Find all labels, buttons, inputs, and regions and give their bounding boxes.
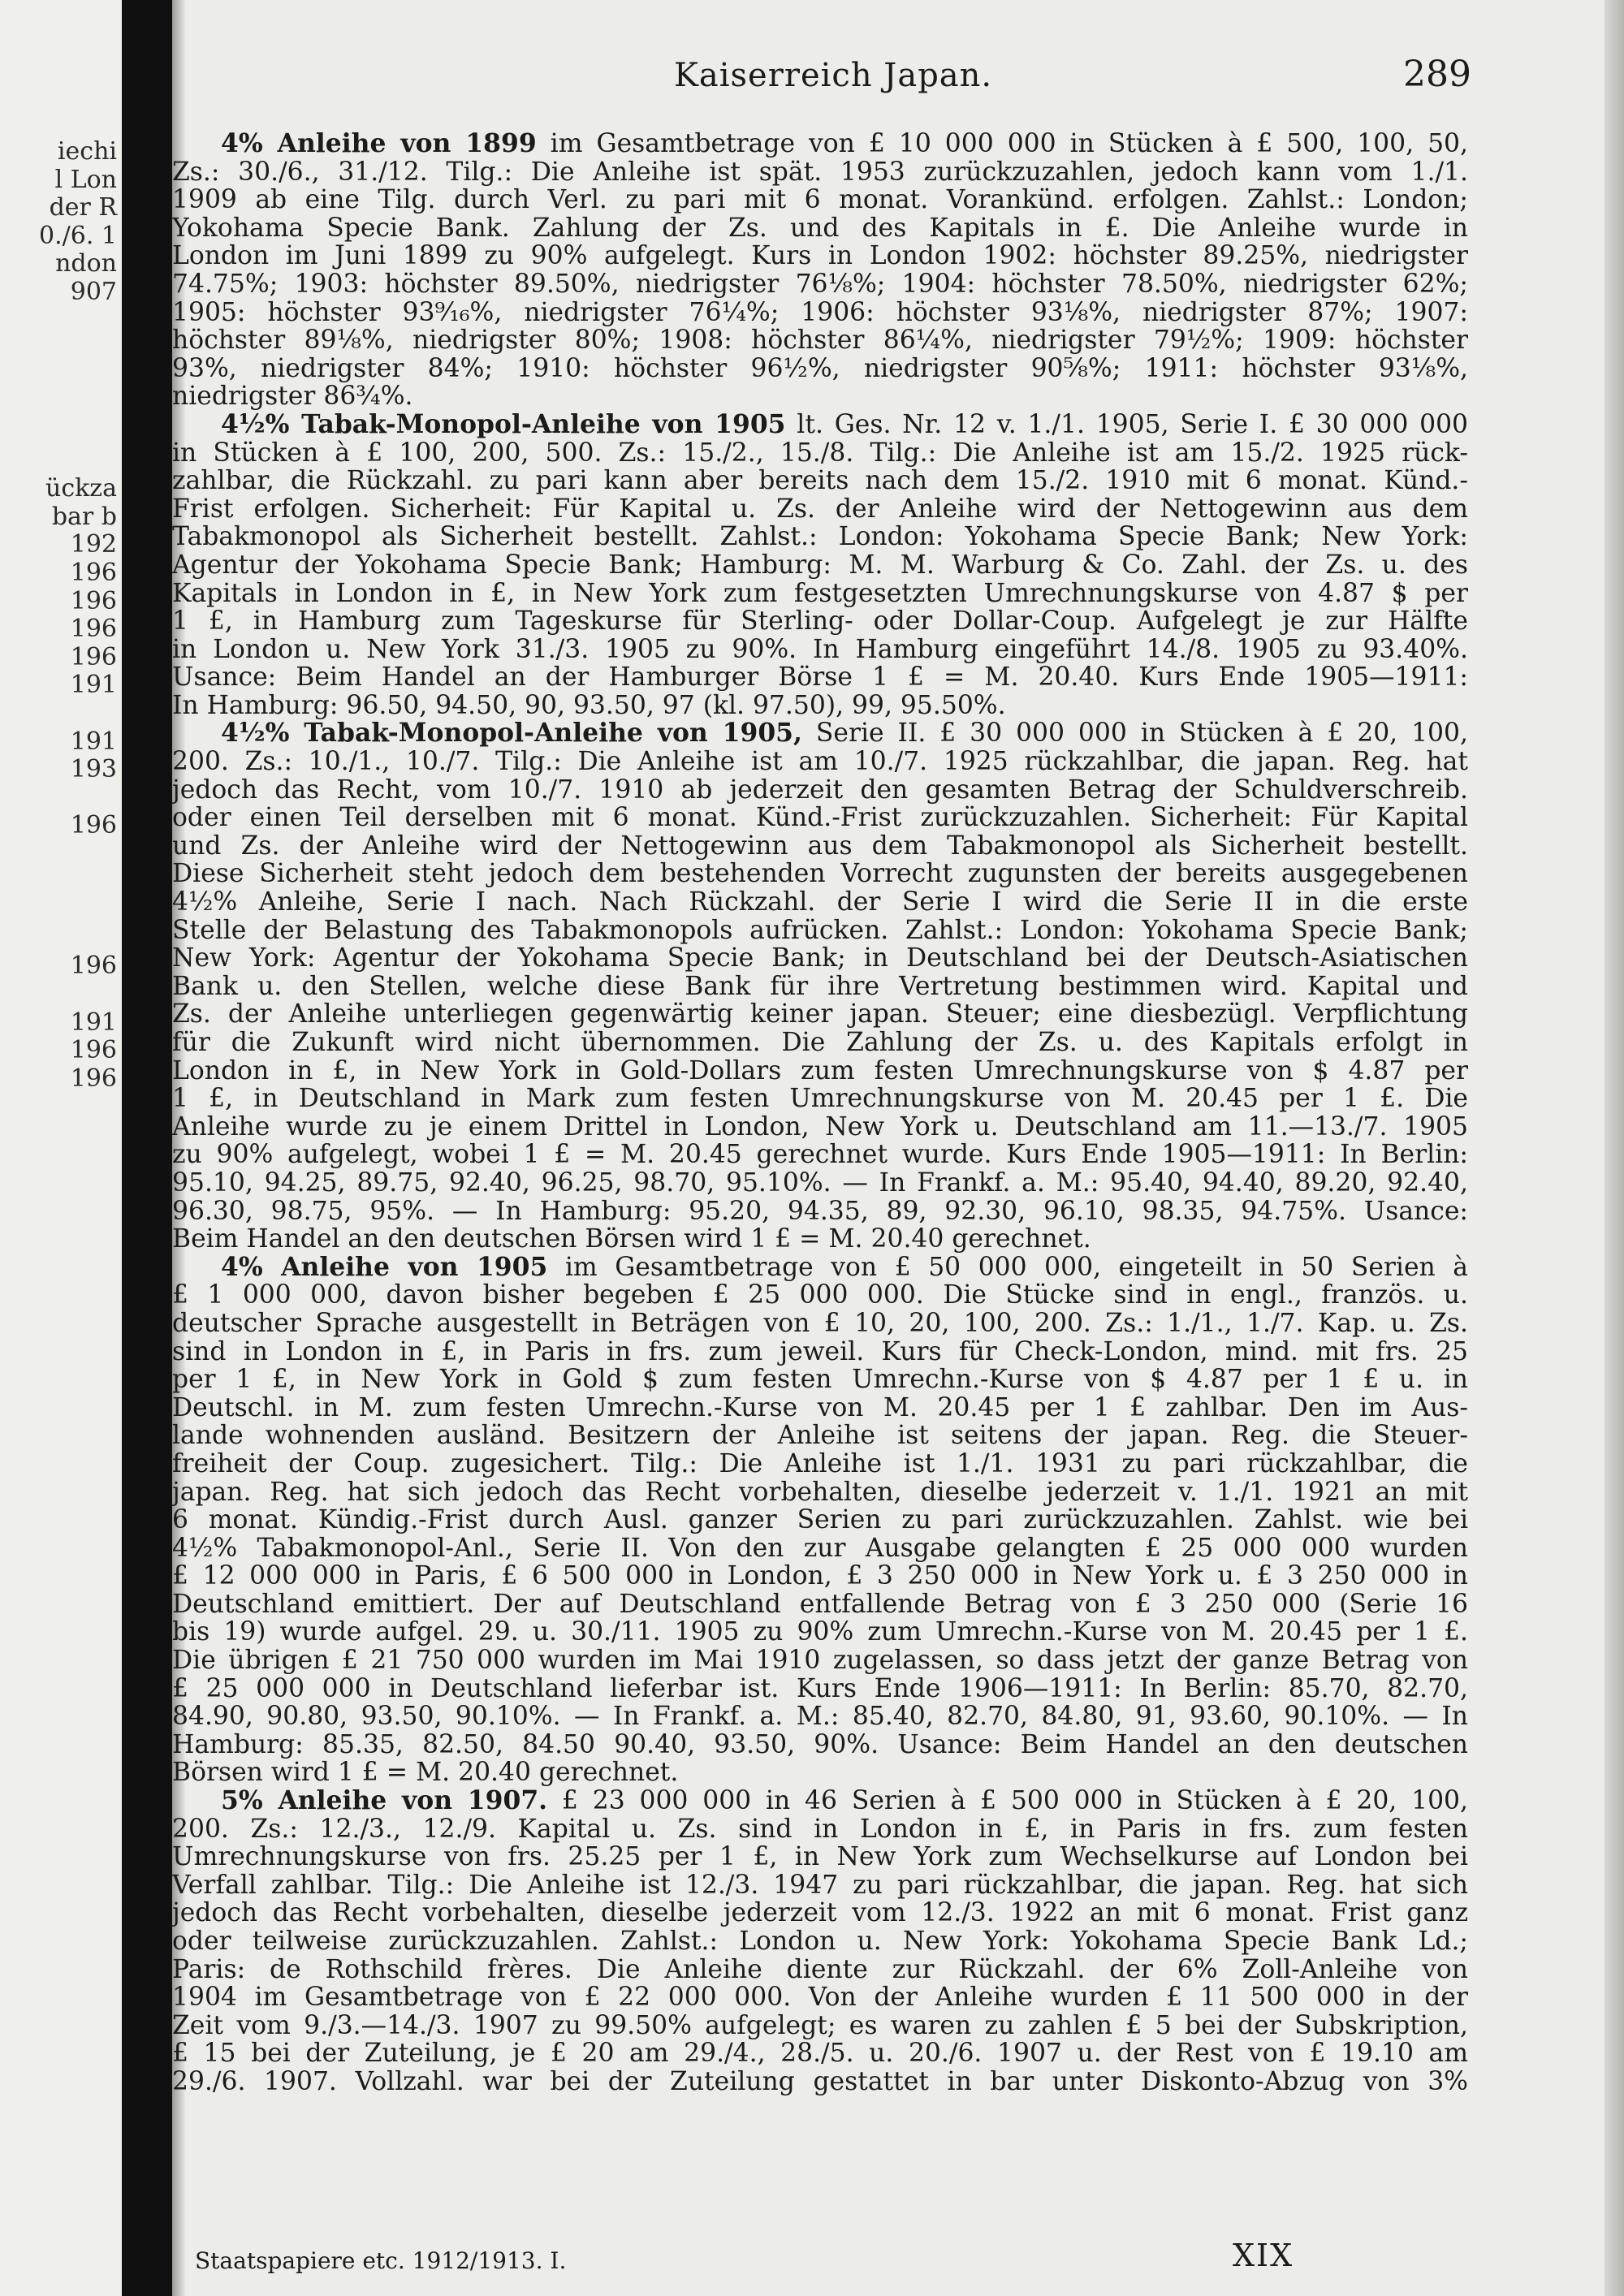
text-line: Hamburg: 85.35, 82.50, 84.50 90.40, 93.50, 90%. Usance: Beim Handel an den deutschen xyxy=(172,1730,1468,1759)
text-line: 200. Zs.: 12./3., 12./9. Kapital u. Zs. sind in London in £, in Paris in frs. zum festen xyxy=(172,1815,1468,1844)
text-line: höchster 89⅛%, niedrigster 80%; 1908: höchster 86¼%, niedrigster 79½%; 1909: höchster xyxy=(172,326,1468,355)
margin-fragment: ückza xyxy=(45,474,117,503)
text-line: jedoch das Recht, vom 10./7. 1910 ab jederzeit den gesamten Betrag der Schuldverschreib. xyxy=(172,775,1468,805)
margin-fragment: 196 xyxy=(70,559,117,587)
margin-fragment: 192 xyxy=(70,530,117,559)
text-line: japan. Reg. hat sich jedoch das Recht vorbehalten, dieselbe jederzeit v. 1./1. 1921 an mit xyxy=(172,1478,1468,1507)
text-line: sind in London in £, in Paris in frs. zum jeweil. Kurs für Check-London, mind. mit frs. 25 xyxy=(172,1337,1468,1366)
footer-signature-right: XIX xyxy=(1233,2238,1294,2273)
margin-fragment: 196 xyxy=(70,1036,117,1065)
text-line: deutscher Sprache ausgestellt in Beträgen von £ 10, 20, 100, 200. Zs.: 1./1., 1./7. Kap. u. Zs. xyxy=(172,1309,1468,1338)
text-line: Frist erfolgen. Sicherheit: Für Kapital u. Zs. der Anleihe wird der Nettogewinn aus dem xyxy=(172,494,1468,524)
text-line: Die übrigen £ 21 750 000 wurden im Mai 1910 zugelassen, so dass jetzt der ganze Betrag von xyxy=(172,1646,1468,1675)
text-line: oder teilweise zurückzuzahlen. Zahlst.: London u. New York: Yokohama Specie Bank Ld.; xyxy=(172,1927,1468,1956)
margin-fragment: 196 xyxy=(70,811,117,840)
text-line: 93%, niedrigster 84%; 1910: höchster 96½%, niedrigster 90⅝%; 1911: höchster 93⅛%, xyxy=(172,354,1468,383)
text-line: Tabakmonopol als Sicherheit bestellt. Zahlst.: London: Yokohama Specie Bank; New York: xyxy=(172,523,1468,551)
text-line: Verfall zahlbar. Tilg.: Die Anleihe ist 12./3. 1947 zu pari rückzahlbar, die japan. Reg. hat sich xyxy=(172,1871,1468,1900)
text-line: 4½% Tabak-Monopol-Anleihe von 1905, Serie II. £ 30 000 000 in Stücken à £ 20, 100, xyxy=(221,719,1468,749)
text-line: 29./6. 1907. Vollzahl. war bei der Zuteilung gestattet in bar unter Diskonto-Abzug von 3% xyxy=(172,2067,1468,2096)
text-line: lande wohnenden ausländ. Besitzern der Anleihe ist seitens der japan. Reg. die Steuer- xyxy=(172,1422,1468,1450)
margin-fragment: bar b xyxy=(51,502,117,531)
text-line: freiheit der Coup. zugesichert. Tilg.: Die Anleihe ist 1./1. 1931 zu pari rückzahlbar, die xyxy=(172,1449,1468,1478)
text-line: 1 £, in Deutschland in Mark zum festen Umrechnungskurse von M. 20.45 per 1 £. Die xyxy=(172,1085,1468,1113)
text-line: 74.75%; 1903: höchster 89.50%, niedrigster 76⅛%; 1904: höchster 78.50%, niedrigster 62%; xyxy=(172,270,1468,299)
margin-fragment: iechi xyxy=(57,137,117,166)
text-line: Deutschl. in M. zum festen Umrechn.-Kurse von M. 20.45 per 1 £ zahlbar. Den im Aus- xyxy=(172,1393,1468,1422)
text-line: 4% Anleihe von 1905 im Gesamtbetrage von £ 50 000 000, eingeteilt in 50 Serien à xyxy=(221,1253,1468,1282)
text-line: £ 15 bei der Zuteilung, je £ 20 am 29./4., 28./5. u. 20./6. 1907 u. der Rest von £ 19.10 am xyxy=(172,2039,1468,2068)
text-line: Diese Sicherheit steht jedoch dem bestehenden Vorrecht zugunsten der bereits ausgegebenen xyxy=(172,860,1468,889)
margin-fragment: 196 xyxy=(70,586,117,615)
text-line: 1909 ab eine Tilg. durch Verl. zu pari mit 6 monat. Vorankünd. erfolgen. Zahlst.: London; xyxy=(172,186,1468,214)
margin-fragment: 191 xyxy=(70,1008,117,1037)
paragraph xyxy=(172,1254,1468,1787)
section-heading: 4% Anleihe von 1905 xyxy=(221,1253,548,1282)
text-line: 4½% Anleihe, Serie I nach. Nach Rückzahl. der Serie I wird die Serie II in die erste xyxy=(172,888,1468,917)
text-line: 1905: höchster 93⁹⁄₁₆%, niedrigster 76¼%; 1906: höchster 93⅛%, niedrigster 87%; 1907: xyxy=(172,298,1468,327)
paragraph xyxy=(172,130,1468,411)
text-line: Anleihe wurde zu je einem Drittel in London, New York u. Deutschland am 11.—13./7. 1905 xyxy=(172,1112,1468,1142)
text-line: bis 19) wurde aufgel. 29. u. 30./11. 1905 zu 90% zum Umrechn.-Kurse von M. 20.45 per 1 £. xyxy=(172,1618,1468,1647)
text-line: 4½% Tabak-Monopol-Anleihe von 1905 lt. Ges. Nr. 12 v. 1./1. 1905, Serie I. £ 30 000 000 xyxy=(221,410,1468,439)
text-line: zu 90% aufgelegt, wobei 1 £ = M. 20.45 gerechnet wurde. Kurs Ende 1905—1911: In Berlin: xyxy=(172,1141,1468,1169)
text-line: Umrechnungskurse von frs. 25.25 per 1 £, in New York zum Wechselkurse auf London bei xyxy=(172,1843,1468,1871)
text-line: 4% Anleihe von 1899 im Gesamtbetrage von £ 10 000 000 in Stücken à £ 500, 100, 50, xyxy=(221,130,1468,158)
text-line: Yokohama Specie Bank. Zahlung der Zs. und des Kapitals in £. Die Anleihe wurde in xyxy=(172,214,1468,243)
paragraph xyxy=(172,1787,1468,2096)
section-heading: 4½% Tabak-Monopol-Anleihe von 1905 xyxy=(221,410,786,439)
text-line: Stelle der Belastung des Tabakmonopols aufrücken. Zahlst.: London: Yokohama Specie Bank; xyxy=(172,916,1468,945)
text-line: In Hamburg: 96.50, 94.50, 90, 93.50, 97 (kl. 97.50), 99, 95.50%. xyxy=(172,691,1006,720)
section-heading: 4% Anleihe von 1899 xyxy=(221,130,537,158)
text-line: Börsen wird 1 £ = M. 20.40 gerechnet. xyxy=(172,1759,679,1788)
text-line: Kapitals in London in £, in New York zum festgesetzten Umrechnungskurse von 4.87 $ per xyxy=(172,579,1468,608)
page-right-edge xyxy=(1605,0,1624,2296)
footer-signature-left: Staatspapiere etc. 1912/1913. I. xyxy=(195,2247,567,2274)
main-text xyxy=(172,130,1468,2096)
margin-fragment: ndon xyxy=(55,249,117,278)
text-line: Bank u. den Stellen, welche diese Bank für ihre Vertretung bestimmen wird. Kapital und xyxy=(172,972,1468,1001)
text-line: £ 12 000 000 in Paris, £ 6 500 000 in London, £ 3 250 000 in New York u. £ 3 250 000 in xyxy=(172,1562,1468,1590)
text-line: London in £, in New York in Gold-Dollars zum festen Umrechnungskurse von $ 4.87 per xyxy=(172,1056,1468,1085)
text-line: jedoch das Recht vorbehalten, dieselbe jederzeit vom 12./3. 1922 an mit 6 monat. Frist ganz xyxy=(172,1899,1468,1927)
paragraph xyxy=(172,411,1468,720)
margin-fragment: 191 xyxy=(70,727,117,756)
margin-fragment: 191 xyxy=(70,671,117,700)
text-line: in Stücken à £ 100, 200, 500. Zs.: 15./2., 15./8. Tilg.: Die Anleihe ist am 15./2. 1925 rück- xyxy=(172,438,1468,468)
text-line: 1 £, in Hamburg zum Tageskurse für Sterling- oder Dollar-Coup. Aufgelegt je zur Hälfte xyxy=(172,607,1468,636)
left-page-margin xyxy=(0,0,122,2296)
text-line: in London u. New York 31./3. 1905 zu 90%. In Hamburg eingeführt 14./8. 1905 zu 93.40%. xyxy=(172,635,1468,664)
text-line: 1904 im Gesamtbetrage von £ 22 000 000. Von der Anleihe wurden £ 11 500 000 in der xyxy=(172,1983,1468,2012)
margin-fragment: 907 xyxy=(70,278,117,306)
text-line: 200. Zs.: 10./1., 10./7. Tilg.: Die Anleihe ist am 10./7. 1925 rückzahlbar, die japan. Reg. hat xyxy=(172,748,1468,776)
text-line: per 1 £, in New York in Gold $ zum festen Umrechn.-Kurse von $ 4.87 per 1 £ u. in xyxy=(172,1366,1468,1394)
book-gutter xyxy=(122,0,172,2296)
text-line: Zeit vom 9./3.—14./3. 1907 zu 99.50% aufgelegt; es waren zu zahlen £ 5 bei der Subskription, xyxy=(172,2011,1468,2040)
margin-fragment: 196 xyxy=(70,642,117,671)
text-line: Zs.: 30./6., 31./12. Tilg.: Die Anleihe ist spät. 1953 zurückzuzahlen, jedoch kann vom 1./1. xyxy=(172,158,1468,187)
page-number: 289 xyxy=(1403,54,1471,95)
text-line: 4½% Tabakmonopol-Anl., Serie II. Von den zur Ausgabe gelangten £ 25 000 000 wurden xyxy=(172,1534,1468,1563)
margin-fragment: 0./6. 1 xyxy=(39,221,117,250)
text-line: Beim Handel an den deutschen Börsen wird 1 £ = M. 20.40 gerechnet. xyxy=(172,1225,1091,1254)
text-line: Deutschland emittiert. Der auf Deutschland entfallende Betrag von £ 3 250 000 (Serie 16 xyxy=(172,1590,1468,1619)
text-line: Paris: de Rothschild frères. Die Anleihe diente zur Rückzahl. der 6% Zoll-Anleihe von xyxy=(172,1955,1468,1984)
section-heading: 4½% Tabak-Monopol-Anleihe von 1905, xyxy=(221,719,802,749)
text-line: New York: Agentur der Yokohama Specie Bank; in Deutschland bei der Deutsch-Asiatischen xyxy=(172,944,1468,973)
running-head: Kaiserreich Japan. xyxy=(674,57,993,94)
margin-fragment: der R xyxy=(49,193,117,222)
text-line: 84.90, 90.80, 93.50, 90.10%. — In Frankf. a. M.: 85.40, 82.70, 84.80, 91, 93.60, 90.10%. — In xyxy=(172,1703,1468,1731)
text-line: für die Zukunft wird nicht übernommen. Die Zahlung der Zs. u. des Kapitals erfolgt in xyxy=(172,1029,1468,1057)
margin-fragment: 196 xyxy=(70,615,117,644)
text-line: £ 1 000 000, davon bisher begeben £ 25 000 000. Die Stücke sind in engl., französ. u. xyxy=(172,1281,1468,1310)
text-line: £ 25 000 000 in Deutschland lieferbar ist. Kurs Ende 1906—1911: In Berlin: 85.70, 82.70, xyxy=(172,1674,1468,1703)
text-line: oder einen Teil derselben mit 6 monat. Künd.-Frist zurückzuzahlen. Sicherheit: Für Kapital xyxy=(172,804,1468,832)
text-line: Agentur der Yokohama Specie Bank; Hamburg: M. M. Warburg & Co. Zahl. der Zs. u. des xyxy=(172,550,1468,580)
section-heading: 5% Anleihe von 1907. xyxy=(221,1787,548,1815)
text-line: und Zs. der Anleihe wird der Nettogewinn aus dem Tabakmonopol als Sicherheit bestellt. xyxy=(172,831,1468,861)
margin-fragment: 193 xyxy=(70,755,117,784)
paragraph xyxy=(172,719,1468,1253)
text-line: London im Juni 1899 zu 90% aufgelegt. Kurs in London 1902: höchster 89.25%, niedrigster xyxy=(172,242,1468,270)
text-line: 95.10, 94.25, 89.75, 92.40, 96.25, 98.70, 95.10%. — In Frankf. a. M.: 95.40, 94.40, 89.20, 92.40, xyxy=(172,1168,1468,1198)
text-line: 96.30, 98.75, 95%. — In Hamburg: 95.20, 94.35, 89, 92.30, 96.10, 98.35, 94.75%. Usance: xyxy=(172,1197,1468,1226)
margin-fragment: 196 xyxy=(70,952,117,981)
text-line: zahlbar, die Rückzahl. zu pari kann aber bereits nach dem 15./2. 1910 mit 6 monat. Künd.- xyxy=(172,467,1468,495)
text-line: 6 monat. Kündig.-Frist durch Ausl. ganzer Serien zu pari zurückzuzahlen. Zahlst. wie bei xyxy=(172,1506,1468,1534)
margin-fragment: 196 xyxy=(70,1064,117,1093)
text-line: Zs. der Anleihe unterliegen gegenwärtig keiner japan. Steuer; eine diesbezügl. Verpflichtung xyxy=(172,1000,1468,1029)
text-line: 5% Anleihe von 1907. £ 23 000 000 in 46 Serien à £ 500 000 in Stücken à £ 20, 100, xyxy=(221,1787,1468,1815)
margin-fragment: l Lon xyxy=(54,165,117,194)
text-line: Usance: Beim Handel an der Hamburger Börse 1 £ = M. 20.40. Kurs Ende 1905—1911: xyxy=(172,663,1468,692)
text-line: niedrigster 86¾%. xyxy=(172,382,413,411)
